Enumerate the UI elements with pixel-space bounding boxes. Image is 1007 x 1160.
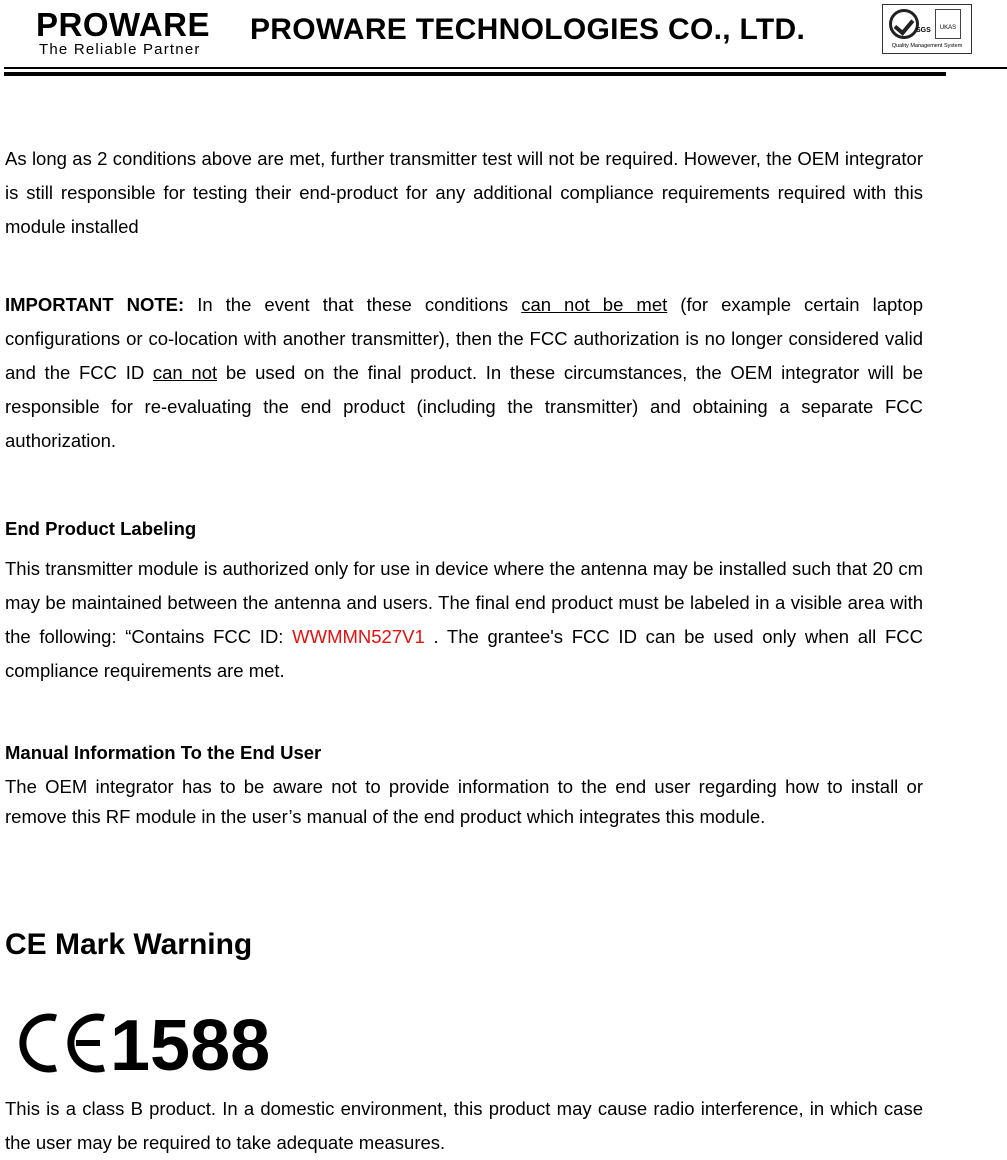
labeling-text-2: . The grantee's FCC ID can be used only when all FCC compliance requirements are met. bbox=[5, 626, 923, 681]
cert-caption: Quality Management System bbox=[891, 43, 963, 49]
labeling-text-1: This transmitter module is authorized only for use in device where the antenna may be installed such that 20 cm may be maintained between the antenna and users. The final end product must be labeled in a visible area with the following: “Contains FCC ID: bbox=[5, 558, 923, 647]
cert-ukas-label: UKAS bbox=[939, 25, 957, 31]
header-divider bbox=[4, 67, 1007, 69]
paragraph-ce-warning: This is a class B product. In a domestic environment, this product may cause radio interference, in which case the user may be required to take adequate measures. bbox=[5, 1098, 923, 1153]
cert-sgs-label: SGS bbox=[916, 27, 931, 34]
logo-wordmark: PROWARE bbox=[36, 6, 211, 43]
paragraph-important-note bbox=[5, 288, 923, 458]
certification-badge bbox=[882, 4, 972, 54]
logo-tagline: The Reliable Partner bbox=[39, 41, 201, 58]
header-divider-thick bbox=[4, 72, 946, 76]
note-underline-2: can not bbox=[152, 362, 218, 383]
paragraph-manual-information: The OEM integrator has to be aware not to provide information to the end user regarding how to install or remove this RF module in the user’s manual of the end product which integrates this module. bbox=[5, 776, 923, 827]
note-text-1: In the event that these conditions bbox=[184, 294, 522, 315]
page-header bbox=[0, 0, 1007, 80]
ce-mark-logo bbox=[10, 1010, 300, 1081]
note-text-3: be used on the final product. In these circumstances, the OEM integrator will be responsible for re-evaluating the end product (including the transmitter) and obtaining a separate FCC authorization. bbox=[5, 362, 923, 451]
proware-logo bbox=[36, 8, 210, 58]
heading-manual-information: Manual Information To the End User bbox=[5, 742, 322, 763]
company-name: PROWARE TECHNOLOGIES CO., LTD. bbox=[250, 13, 806, 46]
paragraph-conditions: As long as 2 conditions above are met, further transmitter test will not be required. However, the OEM integrator is still responsible for testing their end-product for any additional compliance requirements required with this module installed bbox=[5, 148, 923, 237]
heading-ce-mark-warning: CE Mark Warning bbox=[5, 928, 253, 961]
ce-notified-body-number: 1588 bbox=[110, 1010, 271, 1076]
important-note-label: IMPORTANT NOTE: bbox=[5, 294, 185, 315]
paragraph-labeling bbox=[5, 552, 923, 688]
note-text-2: (for example certain laptop configurations or co-location with another transmitter), then the FCC authorization is no longer considered valid and the FCC ID bbox=[5, 294, 923, 383]
sgs-check-icon bbox=[889, 9, 919, 39]
ukas-mark-icon bbox=[935, 9, 961, 39]
note-underline-1: can not be met bbox=[521, 294, 668, 315]
fcc-id-value: WWMMN527V1 bbox=[292, 626, 425, 647]
heading-end-product-labeling: End Product Labeling bbox=[5, 518, 197, 539]
ce-mark-icon bbox=[10, 1010, 300, 1076]
